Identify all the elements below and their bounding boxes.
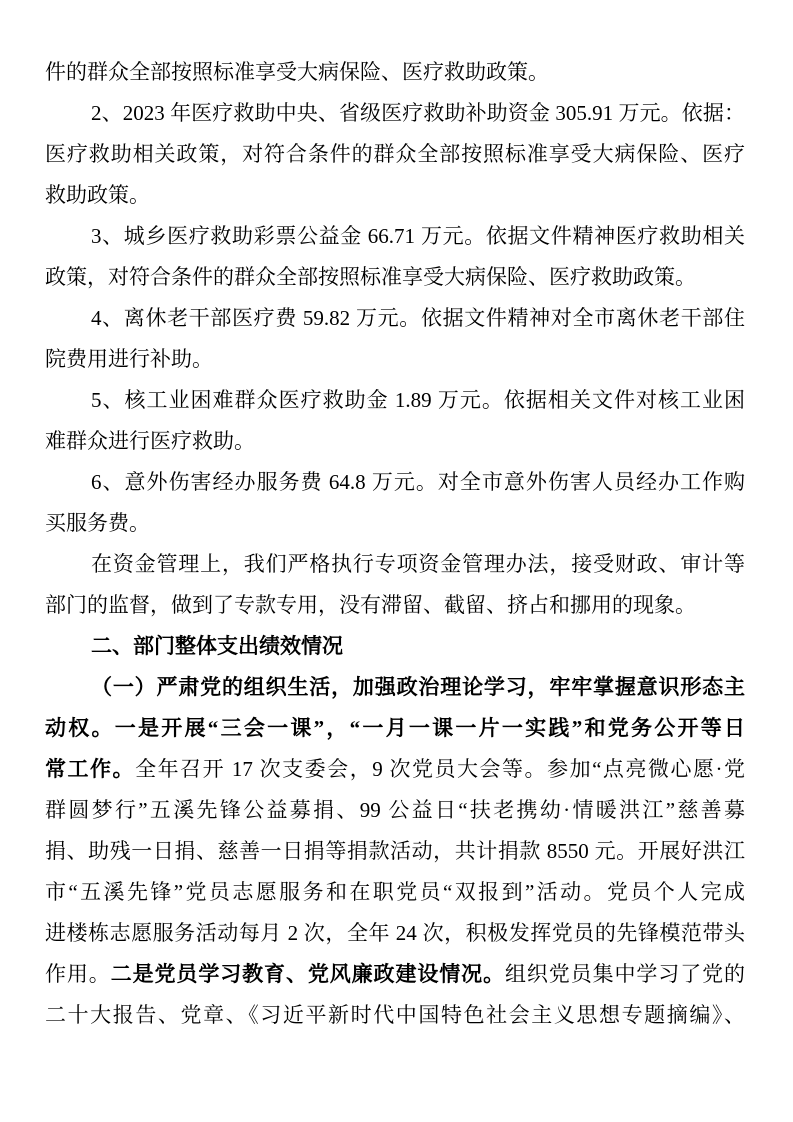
- text-segment: 在资金管理上，我们严格执行专项资金管理办法，接受财政、审计等: [91, 552, 745, 576]
- text-line: [45, 626, 745, 667]
- text-line: [45, 503, 745, 544]
- text-segment: （一）严肃党的组织生活，加强政治理论学习，牢牢掌握意识形态主: [91, 675, 745, 699]
- text-line: [45, 790, 745, 831]
- text-line: [45, 913, 745, 954]
- text-line: [45, 134, 745, 175]
- text-segment: 5、核工业困难群众医疗救助金 1.89 万元。依据相关文件对核工业困: [91, 388, 745, 412]
- text-segment: 全年召开 17 次支委会，9 次党员大会等。参加“点亮微心愿·党: [135, 757, 746, 781]
- text-segment: 常工作。: [45, 757, 136, 781]
- text-line: [45, 298, 745, 339]
- text-line: [45, 93, 745, 134]
- text-segment: 难群众进行医疗救助。: [45, 429, 255, 453]
- section-heading: 二、部门整体支出绩效情况: [91, 635, 343, 658]
- text-line: [45, 872, 745, 913]
- text-line: [45, 257, 745, 298]
- text-segment: 二是党员学习教育、党风廉政建设情况。: [110, 962, 505, 986]
- text-line: [45, 585, 745, 626]
- text-line: [45, 216, 745, 257]
- text-segment: 4、离休老干部医疗费 59.82 万元。依据文件精神对全市离休老干部住: [91, 306, 745, 330]
- text-segment: 作用。: [45, 962, 111, 986]
- text-line: [45, 995, 745, 1036]
- text-line: [45, 708, 745, 749]
- text-segment: 部门的监督，做到了专款专用，没有滞留、截留、挤占和挪用的现象。: [45, 593, 696, 617]
- text-line: [45, 544, 745, 585]
- text-segment: 院费用进行补助。: [45, 347, 213, 371]
- text-segment: 3、城乡医疗救助彩票公益金 66.71 万元。依据文件精神医疗救助相关: [91, 224, 745, 248]
- text-segment: 政策，对符合条件的群众全部按照标准享受大病保险、医疗救助政策。: [45, 265, 696, 289]
- text-line: [45, 462, 745, 503]
- text-segment: 市“五溪先锋”党员志愿服务和在职党员“双报到”活动。党员个人完成: [45, 880, 745, 904]
- text-segment: 捐、助残一日捐、慈善一日捐等捐款活动，共计捐款 8550 元。开展好洪江: [45, 839, 745, 863]
- text-segment: 6、意外伤害经办服务费 64.8 万元。对全市意外伤害人员经办工作购: [91, 470, 745, 494]
- text-line: [45, 421, 745, 462]
- text-line: [45, 831, 745, 872]
- text-line: [45, 954, 745, 995]
- text-segment: 救助政策。: [45, 183, 150, 207]
- text-line: [45, 380, 745, 421]
- text-segment: 进楼栋志愿服务活动每月 2 次，全年 24 次，积极发挥党员的先锋模范带头: [45, 921, 745, 945]
- text-segment: 买服务费。: [45, 511, 150, 535]
- text-line: [45, 667, 745, 708]
- text-segment: 2、2023 年医疗救助中央、省级医疗救助补助资金 305.91 万元。依据：: [91, 101, 745, 125]
- text-segment: 二十大报告、党章、《习近平新时代中国特色社会主义思想专题摘编》、: [45, 1003, 745, 1027]
- text-segment: 动权。一是开展“三会一课”，“一月一课一片一实践”和党务公开等日: [45, 716, 745, 740]
- text-segment: 群圆梦行”五溪先锋公益募捐、99 公益日“扶老携幼·情暖洪江”慈善募: [45, 798, 745, 822]
- text-line: [45, 339, 745, 380]
- text-segment: 组织党员集中学习了党的: [504, 962, 746, 986]
- text-segment: 医疗救助相关政策，对符合条件的群众全部按照标准享受大病保险、医疗: [45, 142, 745, 166]
- text-line: [45, 52, 745, 93]
- text-line: [45, 175, 745, 216]
- text-line: [45, 749, 745, 790]
- text-segment: 件的群众全部按照标准享受大病保险、医疗救助政策。: [45, 60, 549, 84]
